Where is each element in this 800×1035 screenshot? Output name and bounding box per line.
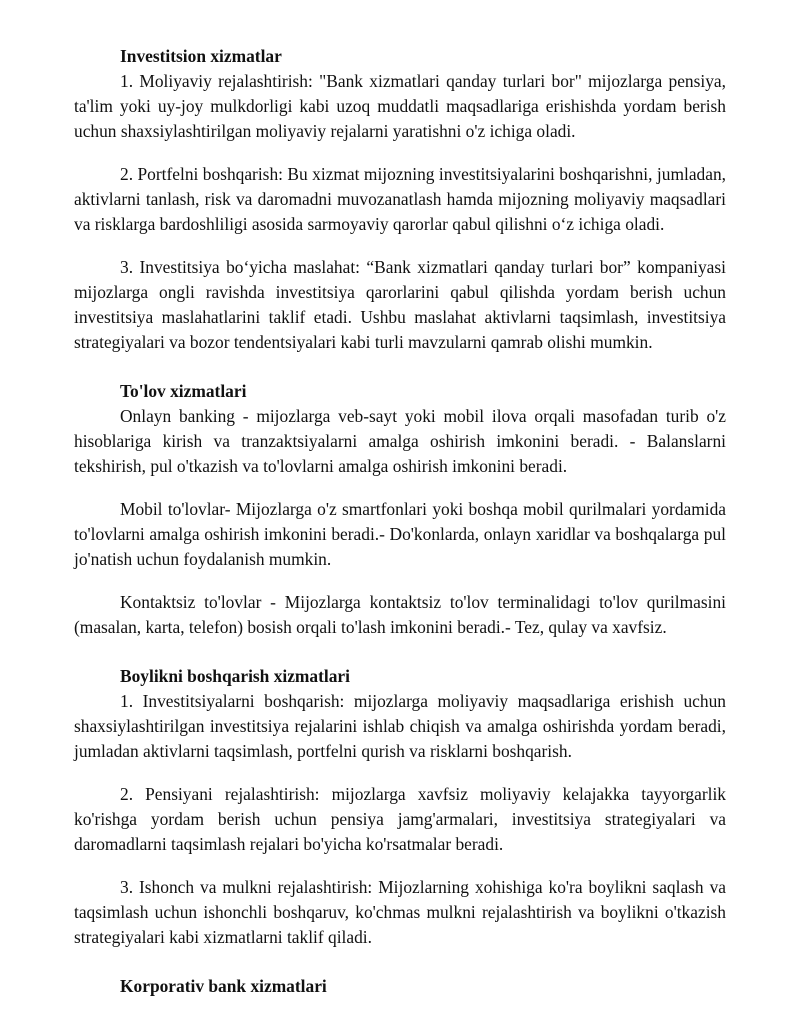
- section-heading-payments: To'lov xizmatlari: [120, 381, 247, 401]
- paragraph: 2. Portfelni boshqarish: Bu xizmat mijozning investitsiyalarini boshqarishni, jumladan, aktivlarni tanlash, risk va daromadni muvozanatlash hamda mijozning moliyaviy maqsadlari va risklarga bardoshliligi asosida sarmoyaviy qarorlar qabul qilishni o‘z ichiga oladi.: [74, 164, 726, 234]
- section-heading-wealth: Boylikni boshqarish xizmatlari: [120, 666, 350, 686]
- paragraph: Kontaktsiz to'lovlar - Mijozlarga kontaktsiz to'lov terminalidagi to'lov qurilmasini (masalan, karta, telefon) bosish orqali to'lash imkonini beradi.- Tez, qulay va xavfsiz.: [74, 592, 726, 637]
- paragraph: 3. Investitsiya bo‘yicha maslahat: “Bank xizmatlari qanday turlari bor” kompaniyasi mijozlarga ongli ravishda investitsiya qarorlarini qabul qilishda yordam berish uchun investitsiya maslahatlarini taklif etadi. Ushbu maslahat aktivlarni taqsimlash, investitsiya strategiyalari va bozor tendentsiyalari kabi turli mavzularni qamrab olishi mumkin.: [74, 257, 726, 352]
- section-heading-corporate: Korporativ bank xizmatlari: [120, 976, 327, 996]
- paragraph: Onlayn banking - mijozlarga veb-sayt yoki mobil ilova orqali masofadan turib o'z hisoblariga kirish va tranzaktsiyalarni amalga oshirish imkonini beradi. - Balanslarni tekshirish, pul o'tkazish va to'lovlarni amalga oshirish imkonini beradi.: [74, 406, 726, 476]
- paragraph: 3. Ishonch va mulkni rejalashtirish: Mijozlarning xohishiga ko'ra boylikni saqlash va taqsimlash uchun ishonchli boshqaruv, ko'chmas mulkni rejalashtirish va boylikni o'tkazish strategiyalari kabi xizmatlarni taklif qiladi.: [74, 877, 726, 947]
- paragraph: 1. Moliyaviy rejalashtirish: "Bank xizmatlari qanday turlari bor" mijozlarga pensiya, ta'lim yoki uy-joy mulkdorligi kabi uzoq muddatli maqsadlariga erishishda yordam berish uchun shaxsiylashtirilgan moliyaviy rejalarni yaratishni o'z ichiga oladi.: [74, 71, 726, 141]
- paragraph: Mobil to'lovlar- Mijozlarga o'z smartfonlari yoki boshqa mobil qurilmalari yordamida to'lovlarni amalga oshirish imkonini beradi.- Do'konlarda, onlayn xaridlar va boshqalarga pul jo'natish uchun foydalanish mumkin.: [74, 499, 726, 569]
- paragraph: 1. Investitsiyalarni boshqarish: mijozlarga moliyaviy maqsadlariga erishish uchun shaxsiylashtirilgan investitsiya rejalarini ishlab chiqish va amalga oshirishda yordam beradi, jumladan aktivlarni taqsimlash, portfelni qurish va risklarni boshqarish.: [74, 691, 726, 761]
- section-heading-investment: Investitsion xizmatlar: [120, 46, 282, 66]
- document-page: [74, 44, 726, 999]
- paragraph: 2. Pensiyani rejalashtirish: mijozlarga xavfsiz moliyaviy kelajakka tayyorgarlik ko'rishga yordam berish uchun pensiya jamg'armalari, investitsiya strategiyalari va daromadlarni taqsimlash rejalari bo'yicha ko'rsatmalar beradi.: [74, 784, 726, 854]
